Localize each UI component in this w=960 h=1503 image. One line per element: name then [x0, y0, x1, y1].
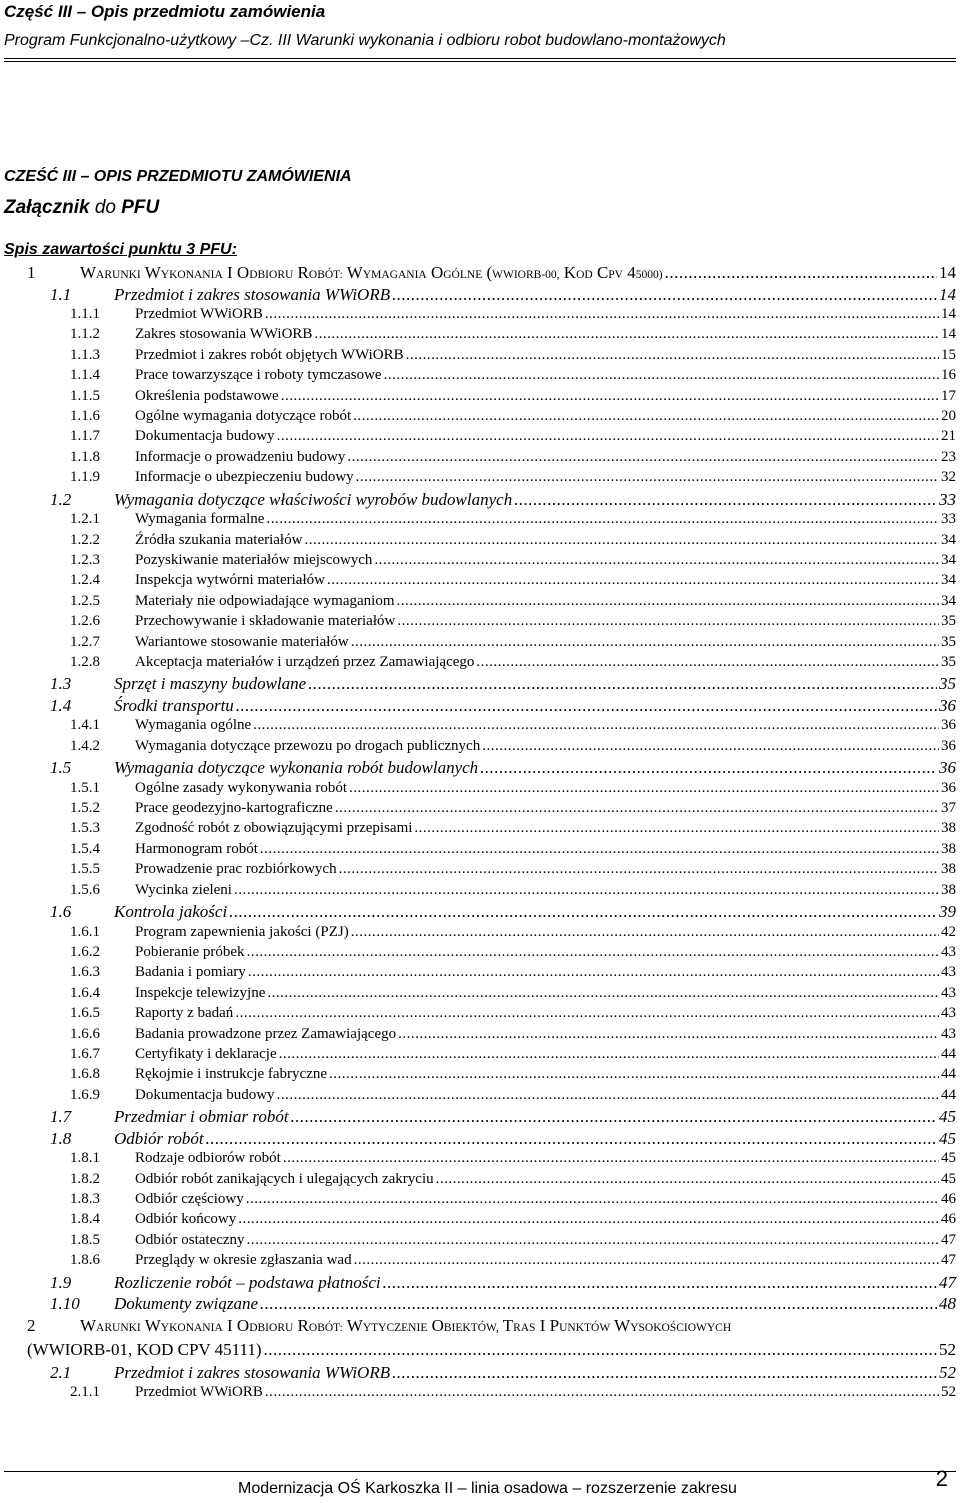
- toc-entry-number: 1.6.2: [70, 943, 100, 960]
- toc-entry-title: Akceptacja materiałów i urządzeń przez Zamawiającego: [135, 653, 475, 670]
- toc-entry[interactable]: [70, 924, 956, 944]
- toc-entry-title: Informacje o prowadzeniu budowy: [135, 448, 346, 465]
- toc-leader-dots: [238, 1211, 939, 1228]
- toc-entry-title: Dokumentacja budowy: [135, 1086, 275, 1103]
- toc-entry-page: 43: [941, 943, 956, 960]
- header-title: Część III – Opis przedmiotu zamówienia: [4, 2, 326, 21]
- toc-entry-number: 1.8.1: [70, 1150, 100, 1167]
- toc-entry-page: 20: [941, 408, 956, 424]
- toc-entry-number: 1.1.6: [70, 408, 100, 424]
- toc-entry-title: Wymagania dotyczące właściwości wyrobów budowlanych: [114, 489, 513, 509]
- toc-entry-title: Dokumentacja budowy: [135, 428, 275, 445]
- toc-entry-page: 47: [939, 1272, 956, 1292]
- toc-entry-page: 47: [941, 1252, 956, 1269]
- toc-entry[interactable]: [50, 285, 956, 305]
- toc-entry-title: Przedmiot WWiORB: [135, 1384, 263, 1400]
- toc-entry[interactable]: [70, 306, 956, 326]
- toc-entry[interactable]: [70, 1232, 956, 1252]
- toc-entry-title: Pobieranie próbek: [135, 943, 245, 960]
- toc-entry[interactable]: [70, 388, 956, 408]
- toc-entry-title: Badania i pomiary: [135, 964, 246, 981]
- toc-entry-title: Prowadzenie prac rozbiórkowych: [135, 861, 337, 878]
- toc-leader-dots: [351, 634, 939, 651]
- toc-entry-number: 1.1.7: [70, 428, 100, 445]
- toc-entry-title: Wymagania ogólne: [135, 717, 252, 734]
- toc-entry-page: 16: [941, 367, 956, 384]
- toc-entry-number: 2.1.1: [70, 1384, 100, 1400]
- toc-entry[interactable]: [70, 1211, 956, 1231]
- toc-entry[interactable]: [70, 1087, 956, 1107]
- toc-entry[interactable]: [50, 1273, 956, 1293]
- toc-entry[interactable]: [50, 674, 956, 694]
- toc-entry-number: 1.5.1: [70, 779, 100, 796]
- toc-entry-title: Źródła szukania materiałów: [135, 531, 303, 548]
- toc-entry-title: Dokumenty związane: [114, 1294, 259, 1313]
- toc-entry-number: 1.2.4: [70, 572, 100, 589]
- toc-leader-dots: [253, 717, 939, 734]
- toc-entry[interactable]: [27, 263, 956, 283]
- toc-leader-dots: [397, 593, 940, 610]
- toc-entry-number: 1.6.7: [70, 1045, 100, 1062]
- toc-entry-page: 35: [941, 613, 956, 630]
- toc-leader-dots: [248, 964, 939, 981]
- toc-entry-number: 1.4.2: [70, 737, 100, 754]
- toc-leader-dots: [291, 1107, 937, 1127]
- toc-entry-number: 1.8.3: [70, 1190, 100, 1207]
- toc-entry-page: 36: [939, 758, 956, 778]
- toc-entry-title: Ogólne wymagania dotyczące robót: [135, 408, 352, 424]
- toc-entry-page: 52: [939, 1339, 956, 1359]
- toc-leader-dots: [392, 1363, 937, 1383]
- toc-entry-page: 44: [941, 1066, 956, 1083]
- toc-entry-page: 38: [941, 881, 956, 898]
- toc-entry-number: 1.6.8: [70, 1066, 100, 1083]
- toc-entry-title: Kontrola jakości: [114, 902, 228, 921]
- toc-entry-page: 46: [941, 1190, 956, 1207]
- toc-entry-page: 21: [941, 428, 956, 445]
- toc-leader-dots: [260, 1294, 937, 1314]
- toc-entry[interactable]: [70, 1191, 956, 1211]
- toc-entry-title: Informacje o ubezpieczeniu budowy: [135, 469, 354, 486]
- toc-entry-number: 1.2.5: [70, 592, 100, 609]
- toc-leader-dots: [356, 469, 939, 486]
- toc-entry-title: Przeglądy w okresie zgłaszania wad: [135, 1252, 352, 1269]
- toc-entry-page: 37: [941, 800, 956, 816]
- toc-leader-dots: [347, 449, 939, 466]
- toc-leader-dots: [476, 654, 939, 671]
- toc-entry-title: Badania prowadzone przez Zamawiającego: [135, 1025, 397, 1042]
- toc-entry-page: 23: [941, 448, 956, 465]
- toc-entry[interactable]: [70, 1252, 956, 1272]
- toc-entry-title: Odbiór końcowy: [135, 1211, 237, 1228]
- toc-leader-dots: [665, 263, 937, 283]
- toc-entry-number: 1.2.6: [70, 613, 100, 630]
- toc-leader-dots: [265, 306, 939, 323]
- toc-entry-number: 1.6.4: [70, 984, 100, 1001]
- toc-leader-dots: [414, 820, 939, 837]
- toc-entry-page: 43: [941, 984, 956, 1001]
- toc-leader-dots: [246, 1191, 939, 1208]
- toc-entry-number: 1.5.3: [70, 820, 100, 837]
- toc-entry-page: 45: [939, 1107, 956, 1127]
- toc-leader-dots: [354, 1252, 939, 1269]
- annex-mid: do: [89, 197, 122, 218]
- toc-entry-page: 39: [939, 902, 956, 921]
- toc-entry-title: Harmonogram robót: [135, 840, 258, 857]
- toc-entry[interactable]: [70, 511, 956, 531]
- toc-entry[interactable]: [50, 1294, 956, 1314]
- toc-entry-number: 1.4.1: [70, 717, 100, 734]
- toc-entry-page: 34: [941, 551, 956, 568]
- toc-entry-page: 36: [939, 695, 956, 715]
- toc-entry-title: Ogólne zasady wykonywania robót: [135, 779, 348, 796]
- toc-entry-page: 38: [941, 861, 956, 878]
- toc-entry-title: Rozliczenie robót – podstawa płatności: [114, 1272, 381, 1292]
- toc-leader-dots: [335, 800, 939, 817]
- toc-entry-page: 43: [941, 1005, 956, 1022]
- toc-entry-number: 1.6.1: [70, 923, 100, 940]
- toc-leader-dots: [283, 1150, 939, 1167]
- toc-entry[interactable]: [70, 1005, 956, 1025]
- toc-entry-page: 45: [941, 1170, 956, 1187]
- toc-leader-dots: [406, 347, 939, 364]
- toc-entry-number: 1.3: [50, 674, 72, 694]
- toc-entry-number: 1.4: [50, 695, 72, 715]
- toc-entry[interactable]: [70, 613, 956, 633]
- toc-leader-dots: [482, 738, 939, 755]
- toc-entry[interactable]: [70, 367, 956, 387]
- toc-entry-page: 42: [941, 923, 956, 940]
- toc-entry[interactable]: [50, 902, 956, 922]
- toc-leader-dots: [308, 674, 937, 694]
- toc-entry-title: Wymagania dotyczące wykonania robót budowlanych: [114, 758, 479, 778]
- toc-entry-page: 44: [941, 1045, 956, 1062]
- toc-leader-dots: [339, 861, 939, 878]
- toc-entry[interactable]: [50, 490, 956, 510]
- toc-leader-dots: [480, 758, 937, 778]
- toc-entry-page: 35: [941, 653, 956, 670]
- toc-entry-page: 36: [941, 717, 956, 734]
- toc-entry-number: 1.1.9: [70, 469, 100, 486]
- annex-word: Załącznik: [4, 197, 90, 218]
- page-number: 2: [935, 1466, 948, 1491]
- footer-text: Modernizacja OŚ Karkoszka II – linia osadowa – rozszerzenie zakresu: [238, 1480, 737, 1497]
- toc-entry-number: 1.2.7: [70, 633, 100, 650]
- toc-entry-title: Wycinka zieleni: [135, 881, 232, 898]
- toc-entry-title: Prace towarzyszące i roboty tymczasowe: [135, 367, 382, 384]
- toc-entry-number: 1.1.3: [70, 346, 100, 363]
- toc-entry-title: Odbiór częściowy: [135, 1190, 244, 1207]
- toc-entry-number: 1.8.2: [70, 1170, 100, 1187]
- toc-entry[interactable]: [70, 1046, 956, 1066]
- toc-entry[interactable]: [70, 985, 956, 1005]
- toc-entry-number: 1.10: [50, 1294, 80, 1313]
- toc-entry-title: Wymagania dotyczące przewozu po drogach publicznych: [135, 737, 481, 754]
- toc-leader-dots: [277, 1087, 939, 1104]
- toc-entry[interactable]: [70, 347, 956, 367]
- toc-entry[interactable]: [70, 861, 956, 881]
- toc-leader-dots: [383, 1273, 937, 1293]
- toc-leader-dots: [351, 924, 939, 941]
- toc-entry-page: 48: [939, 1294, 956, 1313]
- toc-entry-page: 44: [941, 1086, 956, 1103]
- toc-entry-number: 1.1.1: [70, 306, 100, 322]
- toc-entry-number: 1.6.9: [70, 1086, 100, 1103]
- toc-entry-title: Przedmiar i obmiar robót: [114, 1107, 289, 1127]
- toc-entry-number: 1.6.3: [70, 964, 100, 981]
- toc-entry[interactable]: [70, 820, 956, 840]
- toc-entry-title: Rękojmie i instrukcje fabryczne: [135, 1066, 328, 1083]
- toc-entry[interactable]: [70, 428, 956, 448]
- toc-entry[interactable]: [70, 780, 956, 800]
- toc-entry-title: Określenia podstawowe: [135, 387, 279, 404]
- toc-entry-number: 1.1.4: [70, 367, 100, 384]
- toc-leader-dots: [327, 572, 939, 589]
- toc-leader-dots: [304, 532, 939, 549]
- toc-entry[interactable]: [50, 1107, 956, 1127]
- toc-entry-number: 1.1.8: [70, 448, 100, 465]
- toc-leader-dots: [277, 428, 939, 445]
- toc-entry-title: Pozyskiwanie materiałów miejscowych: [135, 551, 373, 568]
- toc-entry-number: 1.2.1: [70, 511, 100, 528]
- toc-leader-dots: [384, 367, 939, 384]
- toc-entry[interactable]: [70, 593, 956, 613]
- toc-leader-dots: [349, 780, 939, 797]
- toc-entry-title: Zgodność robót z obowiązującymi przepisami: [135, 820, 413, 837]
- toc-entry-page: 33: [941, 511, 956, 528]
- toc-entry-title: Raporty z badań: [135, 1005, 234, 1022]
- toc-entry[interactable]: [70, 408, 956, 428]
- toc-leader-dots: [206, 1129, 937, 1149]
- toc-leader-dots: [353, 408, 939, 425]
- toc-entry-title-continued: (WWIORB-01, KOD CPV 45111): [27, 1339, 262, 1359]
- toc-entry-title: Środki transportu: [114, 695, 234, 715]
- toc-leader-dots: [397, 613, 939, 630]
- toc-leader-dots: [234, 882, 939, 899]
- toc-entry-number: 1.6: [50, 902, 72, 921]
- toc-entry-title: Przedmiot WWiORB: [135, 306, 263, 322]
- toc-entry-page: 43: [941, 964, 956, 981]
- toc-entry-page: 38: [941, 840, 956, 857]
- toc-entry[interactable]: [27, 1316, 956, 1336]
- toc-entry-number: 1.6.6: [70, 1025, 100, 1042]
- toc-entry-number: 1.8.5: [70, 1231, 100, 1248]
- toc-entry-page: 15: [941, 346, 956, 363]
- toc-leader-dots: [314, 326, 939, 343]
- toc-entry-page: 14: [941, 326, 956, 343]
- header-subtitle: Program Funkcjonalno-użytkowy –Cz. III Warunki wykonania i odbioru robot budowlano-montażowych: [4, 32, 726, 49]
- toc-entry-title: WARUNKI WYKONANIA I ODBIORU ROBÓT: WYMAGANIA OGÓLNE (WWIORB-00, KOD CPV 45000): [80, 263, 663, 282]
- toc-entry-title: Sprzęt i maszyny budowlane: [114, 674, 307, 694]
- toc-entry[interactable]: [50, 758, 956, 778]
- toc-leader-dots: [236, 696, 937, 716]
- toc-entry-title: Inspekcje telewizyjne: [135, 984, 266, 1001]
- toc-entry[interactable]: [70, 944, 956, 964]
- toc-entry[interactable]: [70, 572, 956, 592]
- toc-entry-page: 36: [941, 779, 956, 796]
- toc-entry[interactable]: [70, 654, 956, 674]
- toc-entry-page: 47: [941, 1231, 956, 1248]
- toc-entry-number: 1.5.4: [70, 840, 100, 857]
- toc-entry-number: 1.6.5: [70, 1005, 100, 1022]
- toc-entry[interactable]: [70, 964, 956, 984]
- toc-entry-page: 36: [941, 737, 956, 754]
- toc-entry-number: 1.9: [50, 1272, 72, 1292]
- toc-entry-page: 14: [939, 284, 956, 304]
- toc-entry-number: 1.5.2: [70, 800, 100, 816]
- toc-entry-title: Przedmiot i zakres stosowania WWiORB: [114, 1362, 391, 1382]
- footer-divider: [4, 1471, 956, 1472]
- toc-entry-page: 34: [941, 592, 956, 609]
- toc-entry-page: 52: [939, 1362, 956, 1382]
- toc-entry[interactable]: [70, 449, 956, 469]
- toc-entry-page: 34: [941, 572, 956, 589]
- toc-entry-page: 35: [939, 674, 956, 694]
- toc-entry-page: 34: [941, 531, 956, 548]
- toc-entry-number: 1: [27, 263, 36, 282]
- toc-entry-title: WARUNKI WYKONANIA I ODBIORU ROBÓT: WYTYCZENIE OBIEKTÓW, TRAS I PUNKTÓW WYSOKOŚCIOWYCH: [80, 1315, 732, 1335]
- toc-entry-page: 14: [939, 263, 956, 282]
- toc-heading: Spis zawartości punktu 3 PFU:: [4, 241, 237, 258]
- toc-entry-page: 43: [941, 1025, 956, 1042]
- toc-leader-dots: [436, 1171, 939, 1188]
- toc-entry[interactable]: [70, 552, 956, 572]
- toc-entry-number: 2.1: [50, 1362, 72, 1382]
- toc-entry[interactable]: [70, 1150, 956, 1170]
- toc-entry-title: Prace geodezyjno-kartograficzne: [135, 800, 333, 816]
- toc-entry-page: 45: [941, 1150, 956, 1167]
- toc-entry[interactable]: [70, 1384, 956, 1404]
- toc-leader-dots: [266, 511, 939, 528]
- toc-entry[interactable]: [70, 800, 956, 820]
- toc-entry-number: 1.5.5: [70, 861, 100, 878]
- toc-entry[interactable]: [50, 696, 956, 716]
- toc-leader-dots: [514, 490, 937, 510]
- toc-entry-title: Przedmiot i zakres robót objętych WWiORB: [135, 346, 404, 363]
- toc-leader-dots: [281, 388, 939, 405]
- toc-entry-number: 1.8.4: [70, 1211, 100, 1228]
- toc-entry-number: 1.5.6: [70, 881, 100, 898]
- toc-entry[interactable]: [70, 841, 956, 861]
- toc-entry-title: Zakres stosowania WWiORB: [135, 326, 313, 343]
- toc-leader-dots: [398, 1026, 939, 1043]
- toc-entry[interactable]: [70, 326, 956, 346]
- toc-entry[interactable]: [70, 738, 956, 758]
- toc-entry-number: 1.5: [50, 758, 72, 778]
- toc-entry[interactable]: [70, 532, 956, 552]
- toc-leader-dots: [247, 1232, 939, 1249]
- toc-entry-page: 14: [941, 306, 956, 322]
- part-title: CZEŚĆ III – OPIS PRZEDMIOTU ZAMÓWIENIA: [4, 168, 352, 185]
- toc-entry[interactable]: [70, 1066, 956, 1086]
- toc-entry[interactable]: [50, 1363, 956, 1383]
- toc-entry-number: 1.1: [50, 284, 72, 304]
- toc-entry-title: Przechowywanie i składowanie materiałów: [135, 613, 396, 630]
- toc-entry[interactable]: [70, 882, 956, 902]
- toc-entry-title: Certyfikaty i deklaracje: [135, 1045, 277, 1062]
- toc-entry[interactable]: [70, 1171, 956, 1191]
- toc-entry-page: 38: [941, 820, 956, 837]
- toc-leader-dots: [392, 285, 937, 305]
- toc-entry-continuation[interactable]: [27, 1340, 956, 1360]
- toc-entry-number: 1.2.8: [70, 653, 100, 670]
- toc-entry-number: 1.2.2: [70, 531, 100, 548]
- toc-entry-title: Przedmiot i zakres stosowania WWiORB: [114, 284, 391, 304]
- toc-entry[interactable]: [70, 1026, 956, 1046]
- toc-entry-page: 33: [939, 489, 956, 509]
- annex-pfu: PFU: [121, 197, 160, 218]
- toc-entry[interactable]: [70, 469, 956, 489]
- toc-leader-dots: [265, 1384, 939, 1401]
- toc-entry-page: 52: [941, 1384, 956, 1400]
- toc-entry-page: 45: [939, 1128, 956, 1148]
- toc-entry-title: Wymagania formalne: [135, 511, 265, 528]
- toc-entry-number: 1.8: [50, 1128, 72, 1148]
- toc-entry-title: Rodzaje odbiorów robót: [135, 1150, 281, 1167]
- toc-leader-dots: [247, 944, 939, 961]
- toc-entry[interactable]: [70, 717, 956, 737]
- toc-entry-page: 17: [941, 387, 956, 404]
- toc-entry-number: 1.8.6: [70, 1252, 100, 1269]
- toc-entry-title: Odbiór ostateczny: [135, 1231, 245, 1248]
- toc-entry-number: 1.1.2: [70, 326, 100, 343]
- toc-entry[interactable]: [70, 634, 956, 654]
- toc-entry-title: Odbiór robót zanikających i ulegających zakryciu: [135, 1170, 434, 1187]
- toc-leader-dots: [329, 1066, 939, 1083]
- toc-entry-title: Inspekcja wytwórni materiałów: [135, 572, 325, 589]
- toc-leader-dots: [229, 902, 937, 922]
- toc-entry-number: 1.7: [50, 1107, 72, 1127]
- toc-entry-number: 1.1.5: [70, 387, 100, 404]
- toc-entry-title: Wariantowe stosowanie materiałów: [135, 633, 349, 650]
- toc-leader-dots: [267, 985, 939, 1002]
- toc-entry-number: 2: [27, 1315, 36, 1335]
- toc-leader-dots: [264, 1340, 937, 1360]
- toc-leader-dots: [260, 841, 939, 858]
- toc-leader-dots: [374, 552, 939, 569]
- toc-entry-title: Materiały nie odpowiadające wymaganiom: [135, 592, 395, 609]
- toc-entry-number: 1.2: [50, 489, 72, 509]
- toc-entry-page: 32: [941, 469, 956, 486]
- toc-leader-dots: [279, 1046, 939, 1063]
- toc-entry-page: 46: [941, 1211, 956, 1228]
- toc-leader-dots: [235, 1005, 939, 1022]
- toc-entry-number: 1.2.3: [70, 551, 100, 568]
- toc-entry-title: Odbiór robót: [114, 1128, 204, 1148]
- toc-entry-page: 35: [941, 633, 956, 650]
- toc-entry[interactable]: [50, 1129, 956, 1149]
- toc-entry-title: Program zapewnienia jakości (PZJ): [135, 923, 349, 940]
